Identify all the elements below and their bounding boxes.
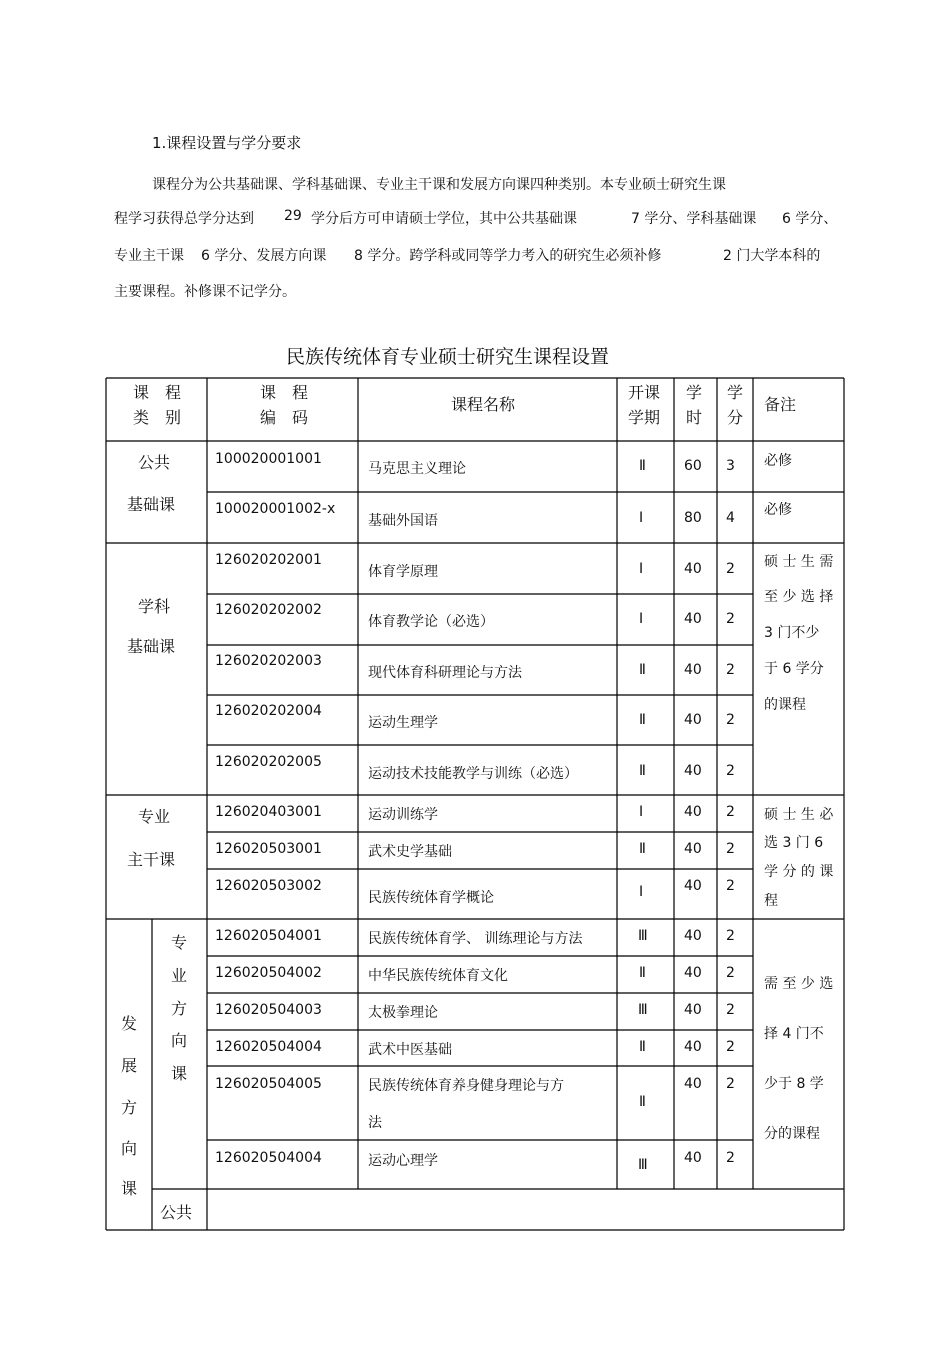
course-semester: Ⅱ — [639, 841, 646, 857]
course-semester: Ⅰ — [639, 611, 644, 627]
table-title: 民族传统体育专业硕士研究生课程设置 — [286, 346, 610, 368]
course-name: 中华民族传统体育文化 — [368, 968, 508, 984]
course-semester: Ⅱ — [639, 712, 646, 728]
course-hours: 40 — [684, 928, 702, 944]
category-direction-char: 课 — [171, 1064, 188, 1083]
course-code: 100020001002-x — [215, 501, 336, 517]
course-name: 民族传统体育养身健身理论与方 — [368, 1078, 564, 1094]
course-semester: Ⅲ — [638, 1002, 648, 1018]
course-name: 体育教学论（必选） — [368, 614, 494, 630]
note-develop-line: 择 4 门不 — [764, 1026, 824, 1042]
course-semester: Ⅱ — [639, 965, 646, 981]
note-major-line: 学 分 的 课 — [764, 864, 834, 880]
intro-line-3c: 8 学分。跨学科或同等学力考入的研究生必须补修 — [354, 248, 662, 264]
course-credit: 2 — [726, 965, 735, 981]
course-note: 必修 — [764, 453, 792, 469]
course-credit: 2 — [726, 611, 735, 627]
course-code: 126020202004 — [215, 703, 322, 719]
course-code: 126020202003 — [215, 653, 322, 669]
note-develop-line: 需 至 少 选 — [764, 976, 834, 992]
course-hours: 40 — [684, 712, 702, 728]
course-semester: Ⅱ — [639, 458, 646, 474]
course-credit: 2 — [726, 763, 735, 779]
intro-line-2b: 29 — [284, 208, 302, 224]
course-credit: 2 — [726, 712, 735, 728]
category-major-2: 主干课 — [127, 850, 176, 869]
course-code: 126020403001 — [215, 804, 322, 820]
category-develop-char: 展 — [121, 1056, 138, 1075]
course-name: 运动心理学 — [368, 1153, 438, 1169]
note-subject-line: 3 门不少 — [764, 625, 820, 641]
course-semester: Ⅰ — [639, 884, 644, 900]
course-credit: 2 — [726, 928, 735, 944]
course-code: 126020202001 — [215, 552, 322, 568]
course-code: 126020504004 — [215, 1039, 322, 1055]
category-public-2: 基础课 — [127, 495, 176, 514]
header-note: 备注 — [764, 395, 797, 414]
course-hours: 40 — [684, 662, 702, 678]
course-hours: 40 — [684, 1076, 702, 1092]
course-credit: 2 — [726, 662, 735, 678]
course-name: 武术史学基础 — [368, 844, 452, 860]
course-name: 太极拳理论 — [368, 1005, 438, 1021]
course-name: 运动技术技能教学与训练（必选） — [368, 766, 578, 782]
course-semester: Ⅱ — [639, 1039, 646, 1055]
course-credit: 2 — [726, 1002, 735, 1018]
course-hours: 40 — [684, 1039, 702, 1055]
category-direction-char: 方 — [171, 999, 188, 1018]
category-direction-char: 业 — [171, 966, 188, 985]
header-category-1: 课 程 — [133, 383, 182, 402]
category-develop-char: 课 — [121, 1179, 138, 1198]
category-direction-char: 向 — [171, 1031, 188, 1050]
note-develop-line: 分的课程 — [764, 1126, 820, 1142]
course-code: 100020001001 — [215, 451, 322, 467]
header-code-2: 编 码 — [260, 408, 309, 427]
category-major-1: 专业 — [138, 807, 171, 826]
header-semester-2: 学期 — [628, 408, 661, 427]
course-name: 民族传统体育学概论 — [368, 890, 494, 906]
course-hours: 40 — [684, 1002, 702, 1018]
note-subject-line: 的课程 — [764, 697, 806, 713]
course-code: 126020504003 — [215, 1002, 322, 1018]
intro-line-3d: 2 门大学本科的 — [723, 248, 821, 264]
note-subject-line: 硕 士 生 需 — [764, 554, 834, 570]
course-credit: 2 — [726, 1076, 735, 1092]
course-hours: 40 — [684, 804, 702, 820]
course-credit: 3 — [726, 458, 735, 474]
header-hours-1: 学 — [686, 383, 703, 402]
course-name: 运动生理学 — [368, 715, 438, 731]
intro-line-2d: 7 学分、学科基础课 — [631, 211, 757, 227]
intro-line-4: 主要课程。补修课不记学分。 — [114, 284, 296, 300]
course-semester: Ⅰ — [639, 804, 644, 820]
category-develop-char: 发 — [121, 1014, 138, 1033]
course-semester: Ⅱ — [639, 1094, 646, 1110]
course-hours: 40 — [684, 1150, 702, 1166]
intro-line-1: 课程分为公共基础课、学科基础课、专业主干课和发展方向课四种类别。本专业硕士研究生课 — [152, 177, 726, 193]
category-subject-1: 学科 — [138, 597, 171, 616]
category-public-bottom: 公共 — [160, 1203, 193, 1222]
course-note: 必修 — [764, 502, 792, 518]
course-hours: 60 — [684, 458, 702, 474]
course-name: 体育学原理 — [368, 564, 438, 580]
header-code-1: 课 程 — [260, 383, 309, 402]
course-semester: Ⅱ — [639, 763, 646, 779]
course-name: 运动训练学 — [368, 807, 438, 823]
intro-line-3b: 6 学分、发展方向课 — [201, 248, 327, 264]
course-code: 126020503001 — [215, 841, 322, 857]
course-semester: Ⅰ — [639, 561, 644, 577]
intro-line-2c: 学分后方可申请硕士学位，其中公共基础课 — [311, 211, 577, 227]
header-credit-2: 分 — [727, 408, 744, 427]
note-subject-line: 于 6 学分 — [764, 661, 824, 677]
note-major-line: 选 3 门 6 — [764, 835, 824, 851]
course-credit: 2 — [726, 1039, 735, 1055]
course-semester: Ⅲ — [638, 1157, 648, 1173]
course-semester: Ⅰ — [639, 510, 644, 526]
course-credit: 2 — [726, 1150, 735, 1166]
header-credit-1: 学 — [727, 383, 744, 402]
course-code: 126020504001 — [215, 928, 322, 944]
section-heading: 1.课程设置与学分要求 — [152, 134, 302, 152]
course-credit: 2 — [726, 804, 735, 820]
intro-line-2e: 6 学分、 — [782, 211, 838, 227]
category-subject-2: 基础课 — [127, 637, 176, 656]
header-hours-2: 时 — [686, 408, 703, 427]
course-semester: Ⅲ — [638, 928, 648, 944]
course-name: 基础外国语 — [368, 513, 438, 529]
header-semester-1: 开课 — [628, 383, 661, 402]
category-public-1: 公共 — [138, 453, 171, 472]
header-category-2: 类 别 — [133, 408, 182, 427]
note-major-line: 程 — [764, 893, 778, 909]
category-develop-char: 方 — [121, 1098, 138, 1117]
course-hours: 40 — [684, 561, 702, 577]
note-subject-line: 至 少 选 择 — [764, 589, 834, 605]
course-name-cont: 法 — [368, 1115, 382, 1131]
course-hours: 40 — [684, 763, 702, 779]
category-direction-char: 专 — [171, 933, 188, 952]
course-credit: 2 — [726, 841, 735, 857]
course-code: 126020504004 — [215, 1150, 322, 1166]
course-name: 民族传统体育学、 训练理论与方法 — [368, 931, 583, 947]
category-develop-char: 向 — [121, 1139, 138, 1158]
course-credit: 4 — [726, 510, 735, 526]
course-code: 126020504002 — [215, 965, 322, 981]
course-hours: 40 — [684, 965, 702, 981]
course-hours: 40 — [684, 841, 702, 857]
course-credit: 2 — [726, 878, 735, 894]
course-code: 126020503002 — [215, 878, 322, 894]
header-course-name: 课程名称 — [451, 395, 516, 414]
note-major-line: 硕 士 生 必 — [764, 807, 834, 823]
course-name: 武术中医基础 — [368, 1042, 452, 1058]
course-code: 126020202002 — [215, 602, 322, 618]
intro-line-3a: 专业主干课 — [114, 248, 184, 264]
course-semester: Ⅱ — [639, 662, 646, 678]
course-name: 马克思主义理论 — [368, 461, 466, 477]
course-hours: 40 — [684, 611, 702, 627]
intro-line-2a: 程学习获得总学分达到 — [114, 211, 254, 227]
note-develop-line: 少于 8 学 — [764, 1076, 824, 1092]
course-hours: 80 — [684, 510, 702, 526]
course-code: 126020504005 — [215, 1076, 322, 1092]
course-name: 现代体育科研理论与方法 — [368, 665, 522, 681]
course-hours: 40 — [684, 878, 702, 894]
course-credit: 2 — [726, 561, 735, 577]
course-code: 126020202005 — [215, 754, 322, 770]
